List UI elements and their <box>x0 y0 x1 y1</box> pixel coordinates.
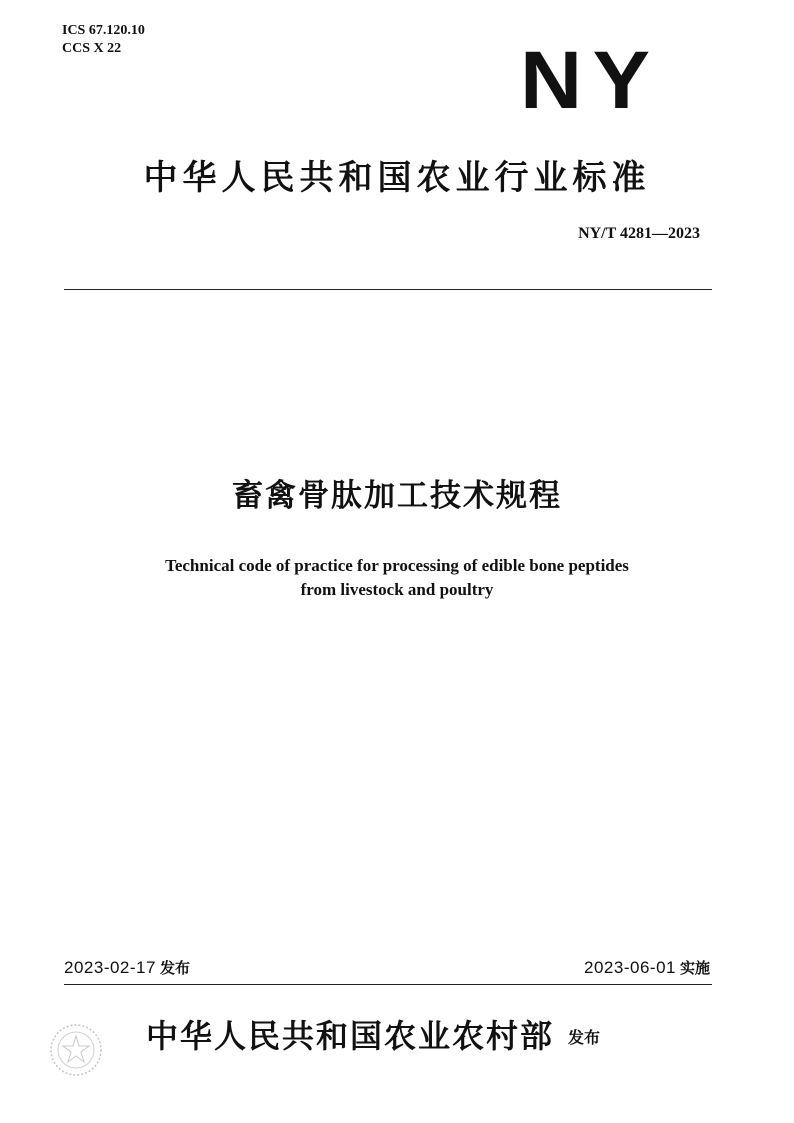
issuer-name: 中华人民共和国农业农村部 <box>146 1017 555 1055</box>
implement-date: 2023-06-01 <box>584 958 676 977</box>
ccs-code: CCS X 22 <box>62 41 122 56</box>
title-english-line-1: Technical code of practice for processing of edible bone peptides <box>165 556 629 575</box>
ny-logo: NY <box>520 35 661 126</box>
issuer-label: 发布 <box>568 1028 601 1047</box>
classification-codes <box>62 22 145 58</box>
publish-date-block <box>64 956 190 980</box>
implement-date-block <box>584 956 710 980</box>
header-divider <box>64 289 712 290</box>
publish-date: 2023-02-17 <box>64 958 156 977</box>
title-english <box>0 554 794 602</box>
publish-label: 发布 <box>159 959 190 977</box>
seal-stamp-icon <box>48 1022 104 1078</box>
issuer-block <box>146 1014 600 1058</box>
ics-code: ICS 67.120.10 <box>62 23 145 38</box>
standard-category: 中华人民共和国农业行业标准 <box>143 158 651 198</box>
title-chinese: 畜禽骨肽加工技术规程 <box>232 478 562 514</box>
implement-label: 实施 <box>679 959 710 977</box>
footer-divider <box>64 984 712 985</box>
title-english-line-2: from livestock and poultry <box>300 580 494 599</box>
standard-number: NY/T 4281—2023 <box>578 225 700 242</box>
